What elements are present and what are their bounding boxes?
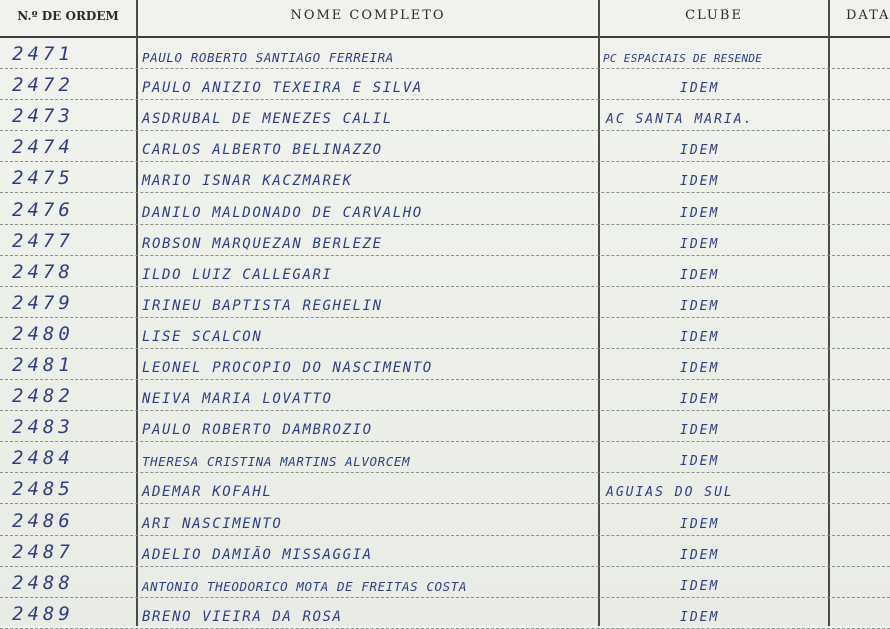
order-number: 2482: [12, 385, 74, 408]
header-full-name: NOME COMPLETO: [290, 8, 446, 23]
club-name: IDEM: [680, 205, 720, 221]
table-row: [0, 411, 890, 442]
club-name: PC ESPACIAIS DE RESENDE: [603, 52, 763, 65]
table-row: [0, 162, 890, 193]
club-name: IDEM: [680, 454, 720, 470]
table-header: [0, 0, 890, 38]
full-name: PAULO ROBERTO SANTIAGO FERREIRA: [142, 50, 394, 65]
club-name: IDEM: [680, 578, 720, 594]
full-name: ASDRUBAL DE MENEZES CALIL: [142, 111, 393, 128]
order-number: 2471: [12, 43, 74, 65]
full-name: ADEMAR KOFAHL: [142, 484, 273, 501]
club-name: IDEM: [680, 174, 720, 190]
full-name: THERESA CRISTINA MARTINS ALVORCEM: [142, 454, 411, 470]
full-name: MARIO ISNAR KACZMAREK: [142, 173, 353, 190]
order-number: 2480: [12, 322, 74, 345]
club-name: IDEM: [680, 609, 720, 625]
table-row: [0, 38, 890, 69]
club-name: IDEM: [680, 547, 720, 563]
table-row: [0, 505, 890, 536]
order-number: 2489: [12, 602, 74, 625]
order-number: 2477: [12, 229, 74, 252]
club-name: IDEM: [680, 392, 720, 408]
table-row: [0, 349, 890, 380]
full-name: ILDO LUIZ CALLEGARI: [142, 266, 333, 283]
order-number: 2479: [12, 291, 74, 314]
club-name: AGUIAS DO SUL: [606, 485, 734, 501]
order-number: 2483: [12, 416, 74, 439]
table-row: [0, 442, 890, 473]
club-name: AC SANTA MARIA.: [606, 112, 754, 128]
table-row: [0, 536, 890, 567]
header-date: DATA: [846, 8, 890, 23]
full-name: ANTONIO THEODORICO MOTA DE FREITAS COSTA: [142, 578, 468, 594]
club-name: IDEM: [680, 423, 720, 439]
order-number: 2475: [12, 167, 74, 190]
club-name: IDEM: [680, 329, 720, 345]
full-name: PAULO ANIZIO TEXEIRA E SILVA: [142, 80, 423, 97]
order-number: 2488: [12, 571, 74, 594]
club-name: IDEM: [680, 361, 720, 376]
full-name: CARLOS ALBERTO BELINAZZO: [142, 142, 383, 159]
full-name: PAULO ROBERTO DAMBROZIO: [142, 422, 373, 439]
order-number: 2478: [12, 260, 74, 283]
club-name: IDEM: [680, 81, 720, 97]
club-name: IDEM: [680, 236, 720, 252]
header-order-number: N.º DE ORDEM: [17, 9, 119, 23]
table-row: [0, 194, 890, 225]
full-name: ROBSON MARQUEZAN BERLEZE: [142, 235, 383, 252]
order-number: 2473: [12, 105, 74, 128]
order-number: 2486: [12, 509, 74, 532]
table-row: [0, 287, 890, 318]
full-name: LISE SCALCON: [142, 328, 263, 345]
table-row: [0, 380, 890, 411]
full-name: NEIVA MARIA LOVATTO: [142, 391, 333, 408]
order-number: 2484: [12, 447, 74, 470]
header-club: CLUBE: [685, 8, 743, 23]
order-number: 2474: [12, 136, 74, 159]
order-number: 2481: [12, 354, 74, 376]
full-name: BRENO VIEIRA DA ROSA: [142, 608, 343, 625]
table-row: [0, 100, 890, 131]
table-row: [0, 225, 890, 256]
full-name: IRINEU BAPTISTA REGHELIN: [142, 297, 383, 314]
order-number: 2485: [12, 478, 74, 501]
full-name: LEONEL PROCOPIO DO NASCIMENTO: [142, 360, 433, 376]
table-row: [0, 256, 890, 287]
full-name: DANILO MALDONADO DE CARVALHO: [142, 204, 423, 221]
table-row: [0, 318, 890, 349]
full-name: ADELIO DAMIÃO MISSAGGIA: [142, 546, 373, 563]
order-number: 2487: [12, 540, 74, 563]
club-name: IDEM: [680, 516, 720, 532]
table-row: [0, 473, 890, 504]
order-number: 2472: [12, 74, 74, 97]
order-number: 2476: [12, 198, 74, 221]
table-row: [0, 131, 890, 162]
full-name: ARI NASCIMENTO: [142, 515, 283, 532]
club-name: IDEM: [680, 298, 720, 314]
club-name: IDEM: [680, 267, 720, 283]
club-name: IDEM: [680, 143, 720, 159]
table-row: [0, 567, 890, 598]
table-row: [0, 69, 890, 100]
table-row: [0, 598, 890, 629]
